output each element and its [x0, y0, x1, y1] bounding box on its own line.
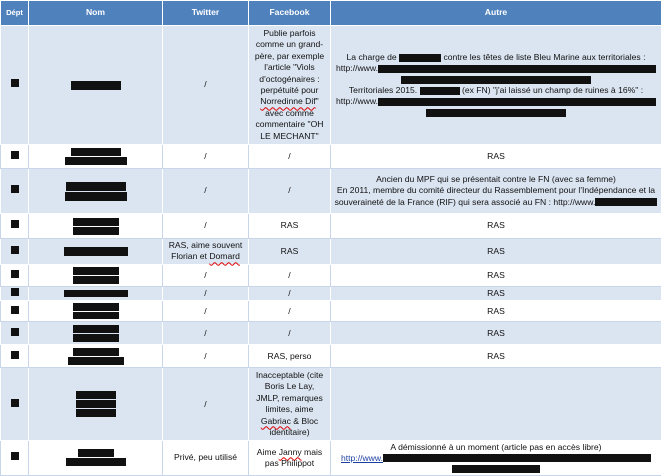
- facebook-cell: /: [249, 264, 331, 286]
- name-redacted: [29, 264, 163, 286]
- facebook-cell: /: [249, 145, 331, 169]
- facebook-cell: RAS: [249, 239, 331, 265]
- facebook-cell: /: [249, 322, 331, 345]
- facebook-cell: RAS: [249, 214, 331, 239]
- header-facebook: Facebook: [249, 1, 331, 26]
- dept-redacted: [1, 169, 29, 214]
- facebook-cell: Aime Janny mais pas Philippot: [249, 441, 331, 476]
- autre-cell: RAS: [331, 214, 661, 239]
- autre-cell: Ancien du MPF qui se présentait contre le FN (avec sa femme) En 2011, membre du comité directeur du Rassemblement pour l'Indépendance et la souveraineté de la France (RIF) qui sera associé au FN : http://www.: [331, 169, 661, 214]
- twitter-cell: /: [163, 368, 249, 441]
- table-row: [1, 145, 661, 169]
- twitter-cell: /: [163, 286, 249, 300]
- twitter-cell: /: [163, 322, 249, 345]
- twitter-cell: /: [163, 301, 249, 322]
- name-redacted: [29, 169, 163, 214]
- twitter-cell: /: [163, 345, 249, 368]
- twitter-cell: RAS, aime souvent Florian et Domard: [163, 239, 249, 265]
- dept-redacted: [1, 368, 29, 441]
- table-row: [1, 169, 661, 214]
- facebook-cell: /: [249, 301, 331, 322]
- dept-redacted: [1, 239, 29, 265]
- header-twitter: Twitter: [163, 1, 249, 26]
- twitter-cell: /: [163, 26, 249, 145]
- dept-redacted: [1, 214, 29, 239]
- dept-redacted: [1, 322, 29, 345]
- twitter-cell: /: [163, 214, 249, 239]
- facebook-cell: Inacceptable (cite Boris Le Lay, JMLP, remarques limites, aime Gabriac & Bloc identitaire): [249, 368, 331, 441]
- twitter-cell: Privé, peu utilisé: [163, 441, 249, 476]
- table-row: [1, 322, 661, 345]
- table-row: [1, 264, 661, 286]
- autre-cell: RAS: [331, 145, 661, 169]
- header-dept: Dépt: [1, 1, 29, 26]
- twitter-cell: /: [163, 264, 249, 286]
- dept-redacted: [1, 441, 29, 476]
- table-row: [1, 239, 661, 265]
- facebook-cell: /: [249, 169, 331, 214]
- dept-redacted: [1, 345, 29, 368]
- name-redacted: [29, 145, 163, 169]
- autre-cell: La charge de contre les têtes de liste Bleu Marine aux territoriales : http://www. Territoriales 2015. (ex FN) "j'ai laissé un champ de ruines à 16%" : http://www.: [331, 26, 661, 145]
- header-nom: Nom: [29, 1, 163, 26]
- autre-cell: [331, 368, 661, 441]
- twitter-cell: /: [163, 145, 249, 169]
- name-redacted: [29, 26, 163, 145]
- article-link[interactable]: http://www.: [341, 453, 383, 463]
- facebook-cell: /: [249, 286, 331, 300]
- name-redacted: [29, 345, 163, 368]
- dept-redacted: [1, 301, 29, 322]
- name-redacted: [29, 441, 163, 476]
- table-row: [1, 214, 661, 239]
- dept-redacted: [1, 26, 29, 145]
- autre-cell: RAS: [331, 264, 661, 286]
- autre-cell: RAS: [331, 286, 661, 300]
- header-row: [1, 1, 661, 26]
- name-redacted: [29, 322, 163, 345]
- autre-cell: RAS: [331, 345, 661, 368]
- name-redacted: [29, 239, 163, 265]
- header-autre: Autre: [331, 1, 661, 26]
- table-row: [1, 368, 661, 441]
- table-row: [1, 286, 661, 300]
- table-row: [1, 441, 661, 476]
- dept-redacted: [1, 145, 29, 169]
- table-row: [1, 26, 661, 145]
- dept-redacted: [1, 286, 29, 300]
- name-redacted: [29, 368, 163, 441]
- name-redacted: [29, 286, 163, 300]
- twitter-cell: /: [163, 169, 249, 214]
- dept-redacted: [1, 264, 29, 286]
- name-redacted: [29, 214, 163, 239]
- table-row: [1, 345, 661, 368]
- facebook-cell: RAS, perso: [249, 345, 331, 368]
- autre-cell: RAS: [331, 322, 661, 345]
- autre-cell: RAS: [331, 239, 661, 265]
- table-row: [1, 301, 661, 322]
- autre-cell: RAS: [331, 301, 661, 322]
- autre-cell: A démissionné à un moment (article pas en accès libre) http://www.: [331, 441, 661, 476]
- facebook-cell: Publie parfois comme un grand-père, par exemple l'article "Viols d'octogénaires : perpétuité pour Norredinne Dif" avec comme commentaire "OH LE MECHANT": [249, 26, 331, 145]
- name-redacted: [29, 301, 163, 322]
